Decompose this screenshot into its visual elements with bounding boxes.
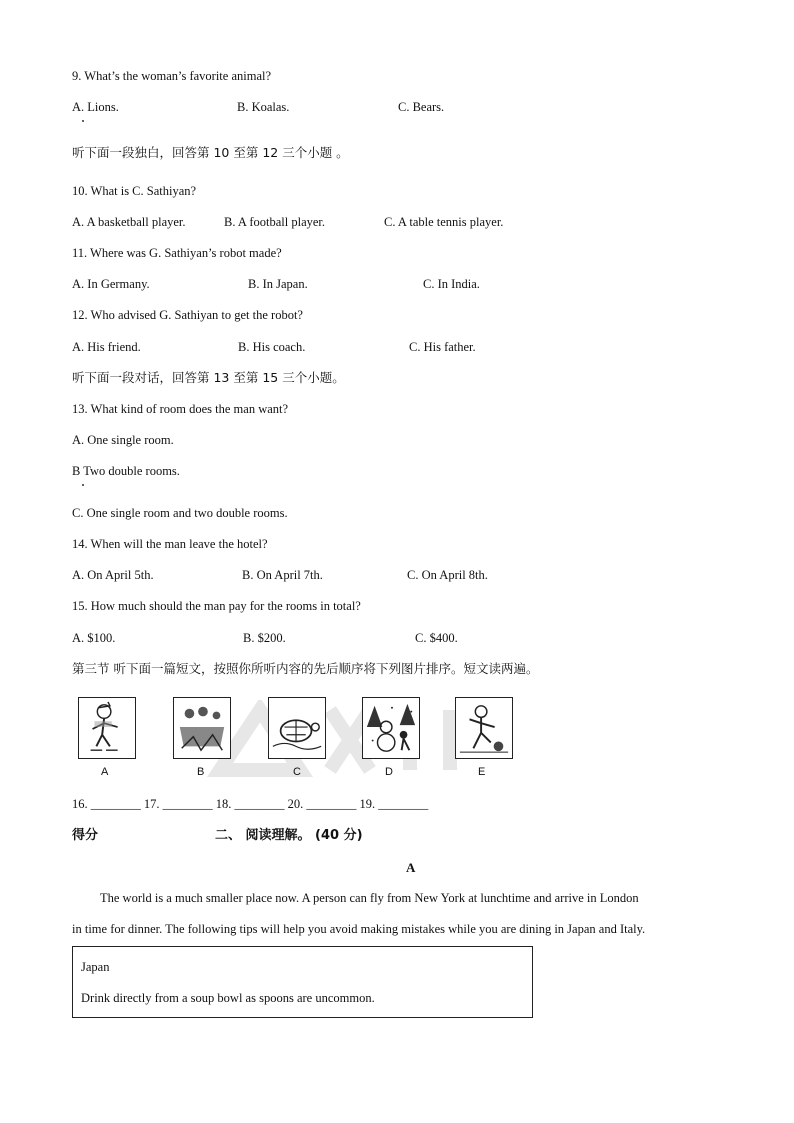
- passage-text: The world is a much smaller place now. A person can fly from New York at lunchtime and arrive in London: [100, 891, 639, 905]
- question-15: 15. How much should the man pay for the rooms in total?: [72, 599, 361, 613]
- option-a: A. His friend.: [72, 340, 141, 354]
- option-c: C. One single room and two double rooms.: [72, 506, 288, 520]
- stray-dot: [82, 120, 84, 122]
- question-14: 14. When will the man leave the hotel?: [72, 537, 268, 551]
- option-a: A. One single room.: [72, 433, 174, 447]
- stray-dot: [82, 484, 84, 486]
- picture-b: [173, 697, 231, 759]
- option-a: A. Lions.: [72, 100, 119, 114]
- option-a: A. $100.: [72, 631, 116, 645]
- score-label: 得分: [72, 828, 99, 843]
- picture-c: [268, 697, 326, 759]
- option-a: A. A basketball player.: [72, 215, 186, 229]
- option-b: B. In Japan.: [248, 277, 308, 291]
- option-c: C. Bears.: [398, 100, 445, 114]
- picture-label: C: [293, 766, 301, 778]
- football-icon: [456, 698, 512, 758]
- tips-box-title: Japan: [81, 960, 110, 974]
- question-13: 13. What kind of room does the man want?: [72, 402, 289, 416]
- picture-label: A: [101, 766, 109, 778]
- option-a: A. In Germany.: [72, 277, 150, 291]
- picture-label: D: [385, 766, 393, 778]
- snowman-icon: [363, 698, 419, 758]
- option-b: B. $200.: [243, 631, 286, 645]
- option-b: B. His coach.: [238, 340, 306, 354]
- passage-text: in time for dinner. The following tips will help you avoid making mistakes while you are dining in Japan and Italy.: [72, 922, 646, 936]
- option-b: B. Koalas.: [237, 100, 290, 114]
- picture-label: E: [478, 766, 486, 778]
- option-c: C. $400.: [415, 631, 458, 645]
- passage-letter: A: [406, 860, 416, 875]
- turtle-icon: [269, 698, 325, 758]
- question-12: 12. Who advised G. Sathiyan to get the robot?: [72, 308, 303, 322]
- part-two-title: 二、 阅读理解。 (40 分): [215, 828, 363, 843]
- tips-box-text: Drink directly from a soup bowl as spoons are uncommon.: [81, 991, 375, 1005]
- option-a: A. On April 5th.: [72, 568, 154, 582]
- picture-label: B: [197, 766, 205, 778]
- option-c: C. A table tennis player.: [384, 215, 504, 229]
- option-b: B. A football player.: [224, 215, 326, 229]
- section-monologue-instruction: 听下面一段独白，回答第 10 至第 12 三个小题 。: [72, 145, 349, 160]
- option-b: B. On April 7th.: [242, 568, 323, 582]
- question-11: 11. Where was G. Sathiyan’s robot made?: [72, 246, 282, 260]
- family-icon: [174, 698, 230, 758]
- section-dialogue-instruction: 听下面一段对话，回答第 13 至第 15 三个小题。: [72, 370, 345, 385]
- question-9: 9. What’s the woman’s favorite animal?: [72, 69, 272, 83]
- question-10: 10. What is C. Sathiyan?: [72, 184, 197, 198]
- skater-icon: [79, 698, 135, 758]
- picture-e: [455, 697, 513, 759]
- section3-instruction: 第三节 听下面一篇短文，按照你所听内容的先后顺序将下列图片排序。短文读两遍。: [72, 661, 539, 676]
- picture-a: [78, 697, 136, 759]
- option-c: C. His father.: [409, 340, 476, 354]
- tips-box: [72, 946, 533, 1018]
- option-c: C. In India.: [423, 277, 480, 291]
- option-c: C. On April 8th.: [407, 568, 488, 582]
- option-b: B Two double rooms.: [72, 464, 180, 478]
- answer-order-blanks: 16. ________ 17. ________ 18. ________ 20. ________ 19. ________: [72, 797, 429, 811]
- picture-d: [362, 697, 420, 759]
